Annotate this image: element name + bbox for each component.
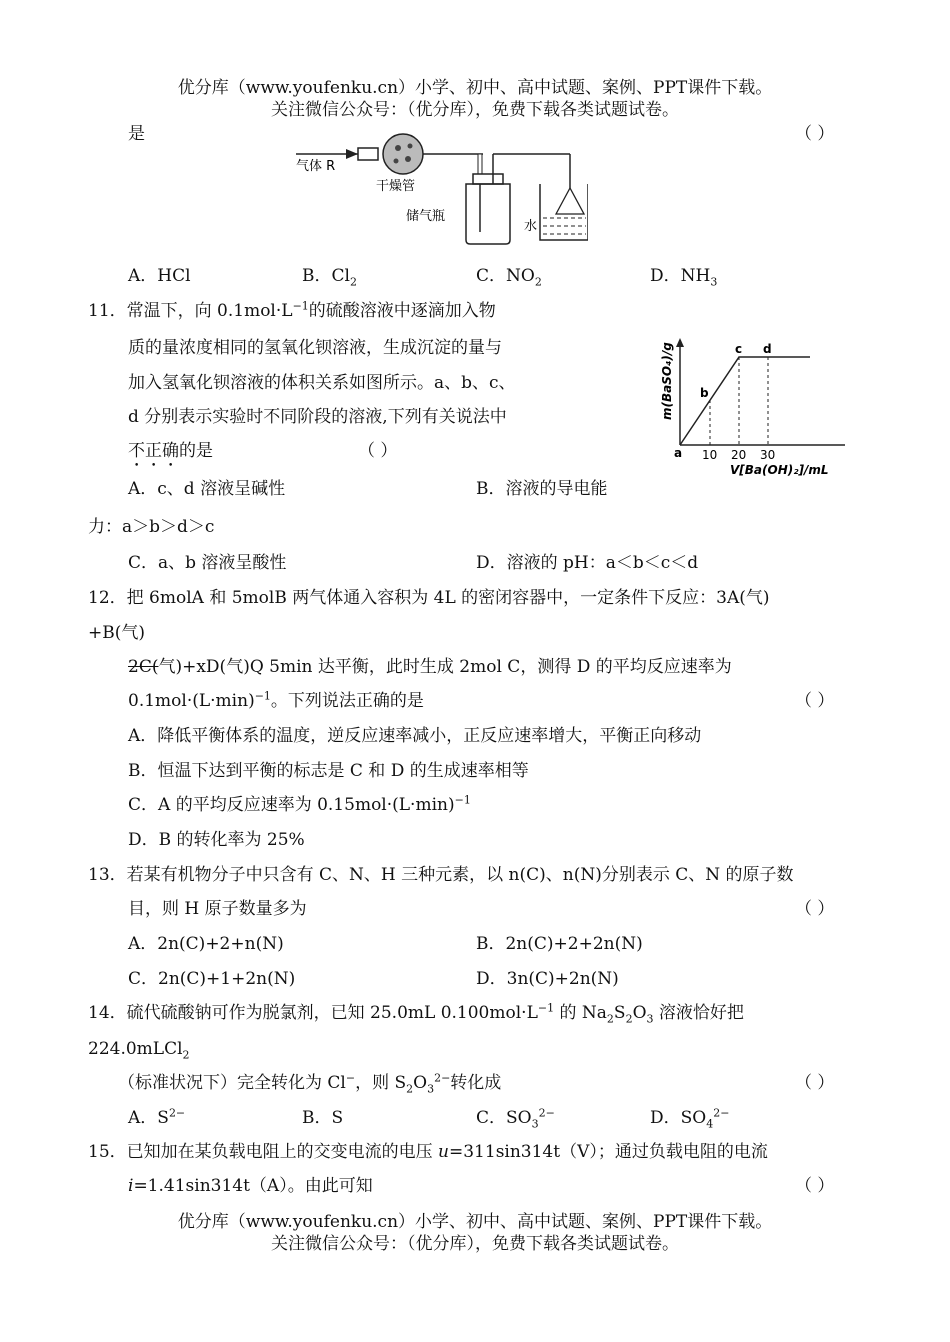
beaker	[540, 184, 588, 240]
q10-stem-tail: 是	[128, 124, 145, 144]
storage-bottle	[466, 184, 510, 244]
gas-label: 气体 R	[296, 159, 336, 174]
q10-answer-blank: （ ）	[795, 124, 835, 144]
tick-10: 10	[702, 448, 718, 462]
q11-answer-blank: （ ）	[358, 441, 398, 461]
q12-option-a: A．降低平衡体系的温度，逆反应速率减小，正反应速率增大，平衡正向移动	[128, 726, 702, 746]
q13-answer-blank: （ ）	[795, 899, 835, 919]
q10-apparatus-figure	[288, 132, 588, 247]
q15-line-2: i=1.41sin314t（A）。由此可知	[128, 1176, 373, 1196]
q14-option-d: D．$SO_4^{2-}$	[650, 1106, 730, 1131]
q11-line-1: 11．常温下，向 $0.1mol\cdot L^{-1}$的硫酸溶液中逐滴加入物	[88, 299, 496, 321]
q11-line-5: 不正确的是	[128, 441, 213, 461]
point-c: c	[735, 342, 743, 356]
footer-line-1: 优分库（www.youfenku.cn）小学、初中、高中试题、案例、PPT课件下载。	[177, 1212, 773, 1232]
x-axis-label: V[Ba(OH)₂]/mL	[730, 463, 829, 477]
precipitate-curve	[680, 357, 810, 445]
q13-option-c: C．2n(C)+1+2n(N)	[128, 969, 296, 989]
q12-line-3: 2C(气)+xD(气)Q 5min 达平衡，此时生成 2mol C，测得 D 的平均反应速率为	[128, 657, 732, 677]
q11-option-a: A．c、d 溶液呈碱性	[128, 479, 286, 499]
q14-line-1: 14．硫代硫酸钠可作为脱氯剂，已知 25.0mL $0.100mol\cdot L^{-1}$ 的 $Na_2S_2O_3$ 溶液恰好把	[88, 1001, 744, 1026]
q13-option-a: A．2n(C)+2+n(N)	[128, 934, 284, 954]
q10-option-a: A．HCl	[128, 266, 191, 286]
q12-line-1: 12．把 6molA 和 5molB 两气体通入容积为 4L 的密闭容器中，一定条件下反应：3A(气)	[88, 588, 770, 608]
q10-option-b: B．$Cl_2$	[302, 266, 357, 289]
q12-option-b: B．恒温下达到平衡的标志是 C 和 D 的生成速率相等	[128, 761, 529, 781]
q14-option-c: C．$SO_3^{2-}$	[476, 1106, 555, 1131]
q10-option-d: D．$NH_3$	[650, 266, 718, 289]
q15-line-1: 15．已知加在某负载电阻上的交变电流的电压 u=311sin314t（V）；通过负载电阻的电流	[88, 1142, 768, 1162]
q12-line-4: $0.1mol\cdot(L\cdot\min)^{-1}$。下列说法正确的是	[128, 689, 424, 711]
q11-option-d: D．溶液的 pH：a＜b＜c＜d	[476, 553, 699, 573]
q13-line-2: 目，则 H 原子数量多为	[128, 899, 307, 919]
point-d: d	[763, 342, 772, 356]
q12-option-c: C．A 的平均反应速率为 $0.15mol\cdot(L\cdot\min)^{-1}$	[128, 793, 471, 815]
q10-option-c: C．$NO_2$	[476, 266, 542, 289]
q12-line-2: +B(气)	[88, 623, 146, 643]
q13-option-d: D．3n(C)+2n(N)	[476, 969, 619, 989]
q11-option-b-cont: 力：a＞b＞d＞c	[88, 517, 215, 537]
q14-line-3: （标准状况下）完全转化为 Cl−，则 $S_2O_3^{2-}$转化成	[118, 1071, 502, 1096]
point-b: b	[700, 386, 709, 400]
q11-line-2: 质的量浓度相同的氢氧化钡溶液，生成沉淀的量与	[128, 338, 502, 358]
footer-line-2: 关注微信公众号：（优分库），免费下载各类试题试卷。	[271, 1234, 679, 1254]
q13-line-1: 13．若某有机物分子中只含有 C、N、H 三种元素，以 n(C)、n(N)分别表示 C、N 的原子数	[88, 865, 794, 885]
q15-answer-blank: （ ）	[795, 1176, 835, 1196]
y-axis-label: m(BaSO₄)/g	[660, 342, 674, 420]
tick-30: 30	[760, 448, 776, 462]
q14-option-a: A．$S^{2-}$	[128, 1106, 186, 1128]
q13-option-b: B．2n(C)+2+2n(N)	[476, 934, 643, 954]
header-line-1: 优分库（www.youfenku.cn）小学、初中、高中试题、案例、PPT课件下载。	[177, 78, 773, 98]
q12-answer-blank: （ ）	[795, 691, 835, 711]
q11-line-4: d 分别表示实验时不同阶段的溶液,下列有关说法中	[128, 407, 507, 427]
q14-option-b: B．S	[302, 1108, 344, 1128]
header-line-2: 关注微信公众号：（优分库），免费下载各类试题试卷。	[271, 100, 679, 120]
q12-option-d: D．B 的转化率为 25%	[128, 830, 305, 850]
dryer-label: 干燥管	[376, 179, 416, 194]
drying-tube-bulb	[383, 134, 423, 174]
bottle-label: 储气瓶	[406, 209, 446, 224]
funnel	[556, 188, 584, 214]
water-label: 水	[524, 219, 538, 234]
point-a: a	[674, 446, 683, 460]
q11-line-3: 加入氢氧化钡溶液的体积关系如图所示。a、b、c、	[128, 373, 516, 393]
q11-chart	[655, 335, 855, 480]
q11-option-b: B．溶液的导电能	[476, 479, 608, 499]
tick-20: 20	[731, 448, 747, 462]
q14-answer-blank: （ ）	[795, 1073, 835, 1093]
q11-option-c: C．a、b 溶液呈酸性	[128, 553, 287, 573]
q14-line-2: 224.0mLCl$_2$	[88, 1039, 190, 1062]
